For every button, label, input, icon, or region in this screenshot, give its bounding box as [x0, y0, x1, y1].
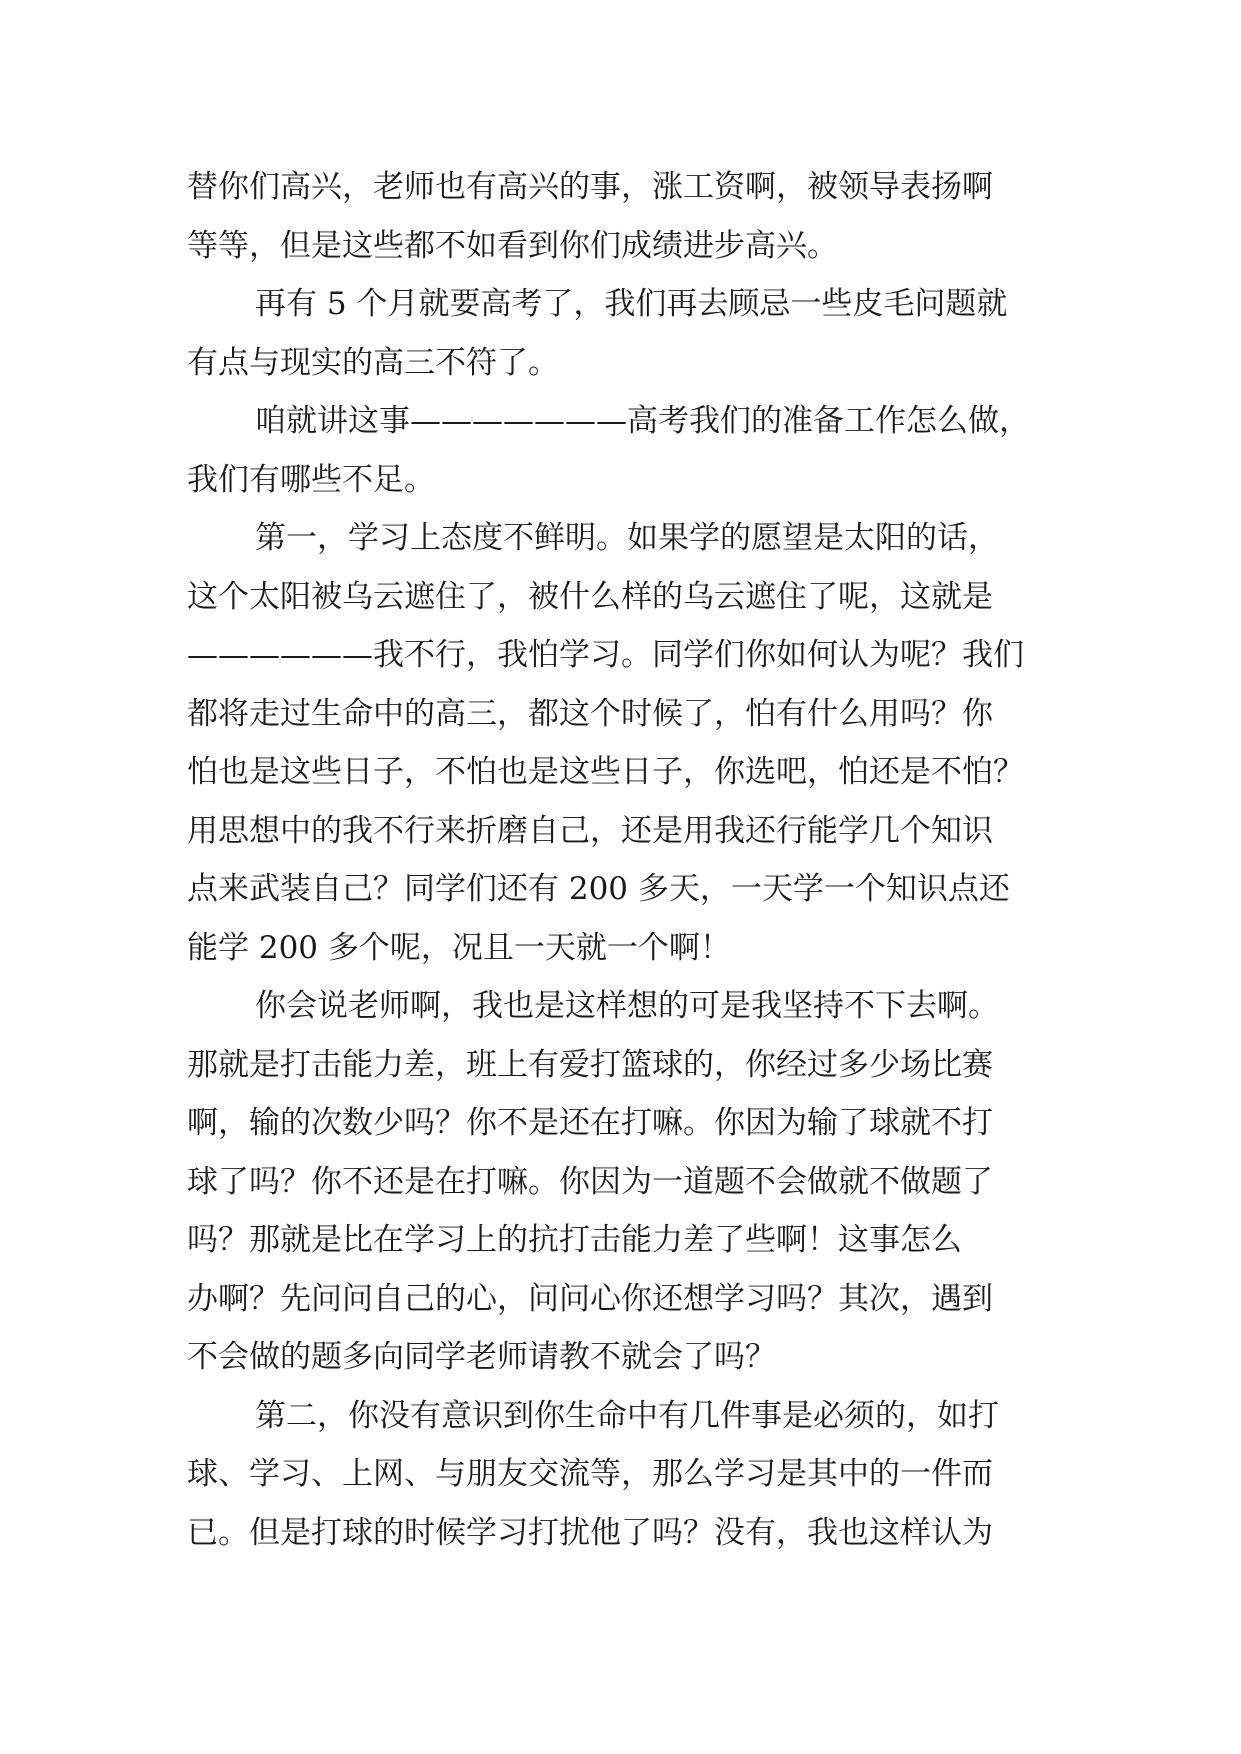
paragraph-first-line: 咱就讲这事———————高考我们的准备工作怎么做，: [255, 403, 1030, 439]
text-line: 那就是打击能力差，班上有爱打篮球的，你经过多少场比赛: [187, 1046, 993, 1083]
document-body: [187, 158, 1057, 1562]
text-line: 球、学习、上网、与朋友交流等，那么学习是其中的一件而: [187, 1456, 993, 1492]
text-line: 等等，但是这些都不如看到你们成绩进步高兴。: [187, 227, 838, 264]
text-line: 怕也是这些日子，不怕也是这些日子，你选吧，怕还是不怕？: [187, 754, 1024, 790]
text-line: 有点与现实的高三不符了。: [187, 344, 559, 381]
text-line: 不会做的题多向同学老师请教不就会了吗？: [187, 1339, 776, 1375]
text-line: 这个太阳被乌云遮住了，被什么样的乌云遮住了呢，这就是: [187, 578, 993, 615]
text-line: ——————我不行，我怕学习。同学们你如何认为呢？我们: [187, 637, 1024, 673]
text-line: 啊，输的次数少吗？你不是还在打嘛。你因为输了球就不打: [187, 1105, 993, 1141]
text-line: 点来武装自己？同学们还有 200 多天，一天学一个知识点还: [187, 871, 1010, 907]
text-line: 球了吗？你不还是在打嘛。你因为一道题不会做就不做题了: [187, 1163, 993, 1200]
text-line: 办啊？先问问自己的心，问问心你还想学习吗？其次，遇到: [187, 1280, 993, 1317]
text-line: 替你们高兴，老师也有高兴的事，涨工资啊，被领导表扬啊: [187, 169, 993, 205]
text-line: 用思想中的我不行来折磨自己，还是用我还行能学几个知识: [187, 812, 993, 849]
paragraph-first-line: 再有 5 个月就要高考了，我们再去顾忌一些皮毛问题就: [255, 286, 1008, 322]
paragraph-first-line: 第二，你没有意识到你生命中有几件事是必须的，如打: [255, 1397, 999, 1434]
paragraph-first-line: 你会说老师啊，我也是这样想的可是我坚持不下去啊。: [255, 988, 999, 1024]
text-line: 已。但是打球的时候学习打扰他了吗？没有，我也这样认为: [187, 1514, 993, 1551]
text-line: 我们有哪些不足。: [187, 461, 435, 498]
text-line: 吗？那就是比在学习上的抗打击能力差了些啊！这事怎么: [187, 1222, 962, 1258]
paragraph-first-line: 第一，学习上态度不鲜明。如果学的愿望是太阳的话，: [255, 520, 999, 556]
text-line: 都将走过生命中的高三，都这个时候了，怕有什么用吗？你: [187, 695, 993, 732]
text-line: 能学 200 多个呢，况且一天就一个啊！: [187, 929, 731, 966]
